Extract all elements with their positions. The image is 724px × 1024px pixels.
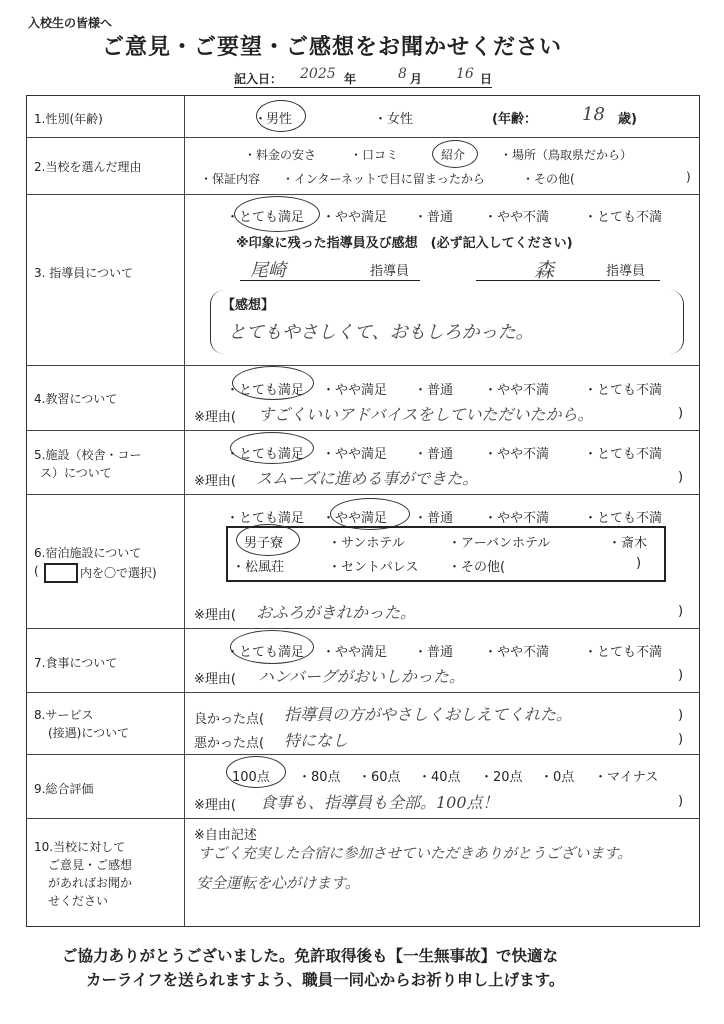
s7-rating-satisfied[interactable]: ・やや満足 — [322, 645, 388, 660]
s6-reason-close: ) — [678, 604, 684, 619]
s5-reason-close: ) — [678, 470, 684, 485]
section6-label-2a: ( — [34, 564, 39, 578]
section10-label-2: ご意見・ご感想 — [48, 858, 133, 872]
s6-rating-dissatisfied[interactable]: ・やや不満 — [484, 511, 550, 526]
section6-label-1: 6.宿泊施設について — [34, 546, 142, 560]
instructor-suffix-1: 指導員 — [370, 264, 410, 279]
s6-reason-text[interactable]: おふろがきれかった。 — [256, 603, 417, 622]
score-100-circle — [226, 756, 286, 788]
s5-rating-neutral[interactable]: ・普通 — [414, 447, 454, 462]
lodging-male-dorm[interactable]: 男子寮 — [244, 536, 284, 551]
instructor-instruction: ※印象に残った指導員及び感想 (必ず記入してください) — [236, 236, 573, 251]
s4-rating-very-dissatisfied[interactable]: ・とても不満 — [584, 383, 663, 398]
row-divider — [26, 494, 700, 495]
row-divider — [26, 754, 700, 755]
section7-label: 7.食事について — [34, 656, 118, 670]
score-20[interactable]: ・20点 — [480, 770, 523, 785]
section4-label: 4.教習について — [34, 392, 118, 406]
s5-rating-very-satisfied[interactable]: ・とても満足 — [226, 447, 305, 462]
s9-reason-close: ) — [678, 794, 684, 809]
lodging-other[interactable]: ・その他( — [448, 560, 506, 575]
section10-label-1: 10.当校に対して — [34, 840, 126, 854]
male-dot: ・ — [254, 112, 268, 127]
s3-rating-circle — [234, 196, 320, 232]
instructor-underline-2 — [476, 280, 660, 281]
section1-label: 1.性別(年齢) — [34, 112, 103, 126]
s4-rating-neutral[interactable]: ・普通 — [414, 383, 454, 398]
s6-reason-label: ※理由( — [194, 608, 236, 623]
s9-reason-text[interactable]: 食事も、指導員も全部。100点！ — [260, 793, 499, 812]
free-comment-line-1[interactable]: すごく充実した合宿に参加させていただきありがとうございます。 — [198, 846, 632, 862]
s4-rating-very-satisfied[interactable]: ・とても満足 — [226, 383, 305, 398]
reason-location[interactable]: ・場所（鳥取県だから） — [500, 148, 633, 162]
good-points-text[interactable]: 指導員の方がやさしくおしえてくれた。 — [284, 705, 573, 724]
section9-label: 9.総合評価 — [34, 782, 94, 796]
page-title: ご意見・ご要望・ご感想をお聞かせください — [102, 35, 563, 60]
score-100[interactable]: 100点 — [232, 770, 270, 785]
s7-rating-dissatisfied[interactable]: ・やや不満 — [484, 645, 550, 660]
impression-text[interactable]: とてもやさしくて、おもしろかった。 — [228, 322, 534, 343]
lodging-sun-hotel[interactable]: ・サンホテル — [328, 536, 405, 551]
bad-points-close: ) — [678, 732, 684, 747]
score-40[interactable]: ・40点 — [418, 770, 461, 785]
footer-line-1: ご協力ありがとうございました。免許取得後も【一生無事故】で快適な — [62, 947, 559, 965]
reason-warranty[interactable]: ・保証内容 — [200, 172, 261, 186]
s7-reason-text[interactable]: ハンバーグがおいしかった。 — [258, 667, 465, 686]
s6-rating-very-satisfied[interactable]: ・とても満足 — [226, 511, 305, 526]
s7-rating-very-satisfied[interactable]: ・とても満足 — [226, 645, 305, 660]
date-label: 記入日： — [234, 72, 283, 86]
lodging-other-close: ) — [636, 556, 642, 571]
bad-points-text[interactable]: 特になし — [284, 731, 349, 750]
s4-reason-text[interactable]: すごくいいアドバイスをしていただいたから。 — [258, 405, 594, 424]
year-unit: 年 — [344, 72, 357, 86]
row-divider — [26, 137, 700, 138]
s7-reason-close: ) — [678, 668, 684, 683]
section2-label: 2.当校を選んだ理由 — [34, 160, 142, 174]
lodging-male-dorm-circle — [236, 524, 300, 556]
date-year: 2025 — [300, 66, 336, 82]
s5-rating-circle — [230, 432, 314, 464]
impression-label: 【感想】 — [222, 298, 275, 313]
section6-label-2b: 内を〇で選択) — [80, 566, 157, 580]
label-column-divider — [184, 95, 185, 927]
reason-other-close: ) — [686, 170, 691, 184]
row-divider — [26, 365, 700, 366]
female-option[interactable]: ・女性 — [374, 112, 414, 127]
s6-rating-satisfied[interactable]: ・やや満足 — [322, 511, 388, 526]
section5-label-1: 5.施設（校舎・コー — [34, 448, 142, 462]
row-divider — [26, 430, 700, 431]
s4-rating-dissatisfied[interactable]: ・やや不満 — [484, 383, 550, 398]
s4-rating-satisfied[interactable]: ・やや満足 — [322, 383, 388, 398]
s4-reason-label: ※理由( — [194, 410, 236, 425]
s7-rating-very-dissatisfied[interactable]: ・とても不満 — [584, 645, 663, 660]
age-unit: 歳) — [618, 112, 637, 127]
instructor-name-1[interactable]: 尾崎 — [250, 260, 286, 281]
reason-internet[interactable]: ・インターネットで目に留まったから — [282, 172, 485, 186]
s5-reason-label: ※理由( — [194, 474, 236, 489]
section8-label-2: (接遇)について — [48, 726, 130, 740]
instructor-suffix-2: 指導員 — [606, 264, 646, 279]
free-comment-line-2[interactable]: 安全運転を心がけます。 — [196, 874, 360, 892]
age-value[interactable]: 18 — [582, 104, 605, 125]
score-80[interactable]: ・80点 — [298, 770, 341, 785]
s4-reason-close: ) — [678, 406, 684, 421]
s9-reason-label: ※理由( — [194, 798, 236, 813]
greeting: 入校生の皆様へ — [28, 16, 113, 30]
male-option[interactable]: 男性 — [266, 112, 293, 127]
reason-price[interactable]: ・料金の安さ — [244, 148, 317, 162]
s7-rating-neutral[interactable]: ・普通 — [414, 645, 454, 660]
instructor-name-2[interactable]: 森 — [534, 258, 554, 282]
date-underline — [234, 87, 492, 88]
good-points-label: 良かった点( — [194, 712, 265, 727]
s5-reason-text[interactable]: スムーズに進める事ができた。 — [256, 469, 479, 488]
date-day: 16 — [456, 66, 474, 82]
section3-label: 3. 指導員について — [34, 266, 134, 280]
row-divider — [26, 818, 700, 819]
score-60[interactable]: ・60点 — [358, 770, 401, 785]
s5-rating-satisfied[interactable]: ・やや満足 — [322, 447, 388, 462]
s5-rating-dissatisfied[interactable]: ・やや不満 — [484, 447, 550, 462]
reason-review[interactable]: ・口コミ — [350, 148, 399, 162]
s6-rating-very-dissatisfied[interactable]: ・とても不満 — [584, 511, 663, 526]
male-circle — [256, 100, 306, 132]
lodging-shofuso[interactable]: ・松風荘 — [232, 560, 285, 575]
s5-rating-very-dissatisfied[interactable]: ・とても不満 — [584, 447, 663, 462]
instructor-underline-1 — [240, 280, 420, 281]
row-divider — [26, 194, 700, 195]
reason-other[interactable]: ・その他( — [522, 172, 575, 186]
s7-reason-label: ※理由( — [194, 672, 236, 687]
reason-referral[interactable]: 紹介 — [441, 148, 466, 162]
section10-label-4: せください — [48, 894, 109, 908]
s3-rating-very-satisfied[interactable]: ・とても満足 — [226, 210, 305, 225]
footer-line-2: カーライフを送られますよう、職員一同心からお祈り申し上げます。 — [86, 971, 565, 989]
s6-rating-neutral[interactable]: ・普通 — [414, 511, 454, 526]
referral-circle — [432, 140, 478, 168]
lodging-saiki[interactable]: ・斎木 — [608, 536, 648, 551]
section10-label-3: があればお聞か — [48, 876, 133, 890]
row-divider — [26, 692, 700, 693]
lodging-urban-hotel[interactable]: ・アーバンホテル — [448, 536, 551, 551]
s3-rating-satisfied[interactable]: ・やや満足 — [322, 210, 388, 225]
score-minus[interactable]: ・マイナス — [594, 770, 659, 785]
section5-label-2: ス）について — [40, 466, 112, 480]
selection-box-sample — [44, 563, 78, 583]
s3-rating-dissatisfied[interactable]: ・やや不満 — [484, 210, 550, 225]
free-comment-label: ※自由記述 — [194, 828, 257, 843]
s3-rating-neutral[interactable]: ・普通 — [414, 210, 454, 225]
row-divider — [26, 628, 700, 629]
age-label: (年齢： — [492, 112, 537, 127]
bad-points-label: 悪かった点( — [194, 736, 265, 751]
s4-rating-circle — [232, 366, 314, 400]
lodging-st-palace[interactable]: ・セントパレス — [328, 560, 419, 575]
s3-rating-very-dissatisfied[interactable]: ・とても不満 — [584, 210, 663, 225]
s7-rating-circle — [230, 630, 314, 664]
score-0[interactable]: ・0点 — [540, 770, 575, 785]
day-unit: 日 — [480, 72, 493, 86]
month-unit: 月 — [410, 72, 423, 86]
date-month: 8 — [398, 66, 407, 82]
good-points-close: ) — [678, 708, 684, 723]
section8-label-1: 8.サービス — [34, 708, 94, 722]
